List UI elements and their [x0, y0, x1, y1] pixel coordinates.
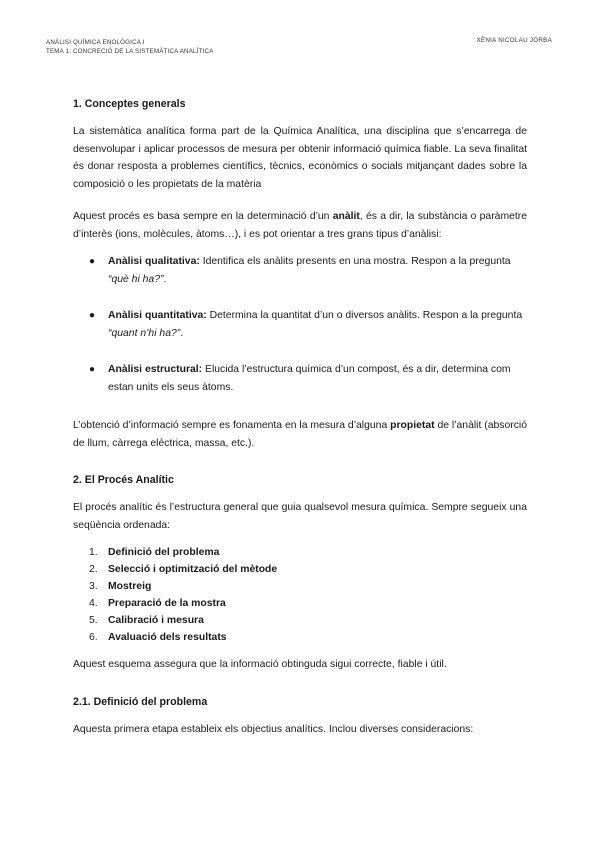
section-1-paragraph-2: Aquest procés es basa sempre en la determinació d’un anàlit, és a dir, la substància o paràmetre d’interès (ions, molècules, àtoms…), i es pot orientar a tres grans tipus d’anàlisi: [73, 211, 528, 240]
section-2-paragraph-2: Aquest esquema assegura que la informació obtinguda sigui correcte, fiable i útil. [73, 659, 447, 670]
list-item: 2. Selecció i optimització del mètode [89, 564, 278, 575]
bullet-icon: ● [89, 256, 96, 267]
page-header-left [46, 37, 214, 58]
section-2-paragraph-1: El procés analític és l’estructura general que guia qualsevol mesura química. Sempre segueix una seqüència ordenada: [73, 502, 527, 531]
header-author: XÈNIA NICOLAU JORBA [476, 37, 552, 44]
bullet-icon: ● [89, 310, 96, 321]
list-item: ● Anàlisi qualitativa: Identifica els anàlits presents en una mostra. Respon a la pregunta “què hi ha?”. [73, 253, 527, 288]
section-1-paragraph-3: L’obtenció d’informació sempre es fonamenta en la mesura d’alguna propietat de l’anàlit (absorció de llum, càrrega elèctrica, massa, etc.). [73, 420, 527, 449]
section-2-1-heading: 2.1. Definició del problema [73, 695, 208, 708]
header-course: ANÀLISI QUÍMICA ENOLÒGICA I [46, 39, 145, 46]
term-analit: anàlit [332, 211, 360, 222]
analysis-types-list [73, 253, 527, 396]
bullet-icon: ● [89, 364, 96, 375]
list-item: ● Anàlisi quantitativa: Determina la quantitat d’un o diversos anàlits. Respon a la pregunta “quant n’hi ha?”. [73, 307, 527, 342]
list-item: 6. Avaluació dels resultats [89, 632, 227, 643]
list-item: 4. Preparació de la mostra [89, 598, 226, 609]
section-1-heading: 1. Conceptes generals [73, 98, 186, 110]
list-item: 3. Mostreig [89, 581, 152, 592]
header-topic: TEMA 1: CONCRECIÓ DE LA SISTEMÀTICA ANALÍTICA [46, 48, 214, 55]
document-body [73, 96, 527, 738]
section-2-1-paragraph-1: Aquesta primera etapa estableix els objectius analítics. Inclou diverses consideracions: [73, 723, 474, 735]
term-propietat: propietat [390, 420, 435, 431]
section-1-paragraph-1: La sistemàtica analítica forma part de la Química Analítica, una disciplina que s’encarrega de desenvolupar i aplicar processos de mesura per obtenir informació química fiable. La seva finalitat és donar resposta a problemes científics, tècnics, econòmics o socials mitjançant dades sobre la composició o les propietats de la matèria [73, 126, 527, 190]
process-steps-list [73, 544, 527, 646]
section-2-heading: 2. El Procés Analític [73, 474, 174, 486]
list-item: 1. Definició del problema [89, 547, 220, 558]
list-item: 5. Calibració i mesura [89, 615, 204, 626]
list-item: ● Anàlisi estructural: Elucida l’estructura química d’un compost, és a dir, determina com estan units els seus àtoms. [73, 361, 527, 396]
